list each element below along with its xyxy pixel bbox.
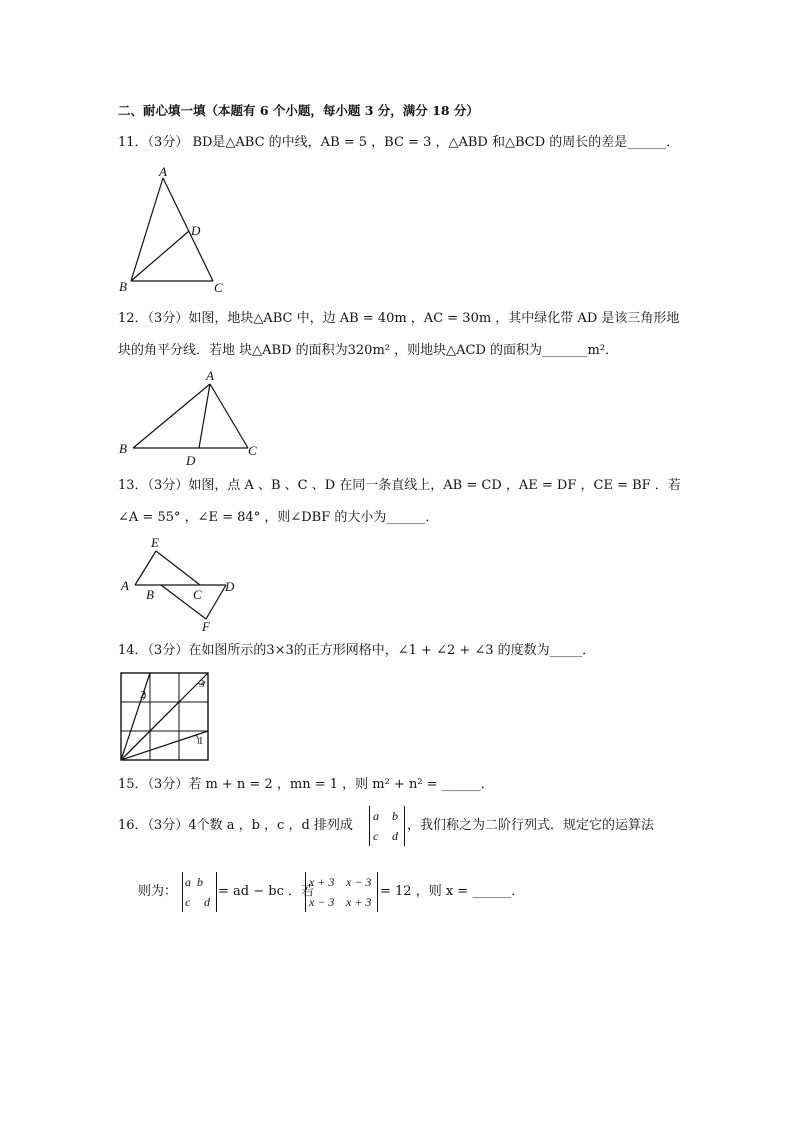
label-a: A	[121, 578, 129, 593]
question-14-text: 14．（3分）在如图所示的3×3的正方形网格中，∠1 + ∠2 + ∠3 的度数为_____．	[118, 643, 596, 658]
label-d: D	[191, 223, 201, 238]
ray-angle-2	[121, 673, 150, 760]
det-b: b	[197, 875, 203, 889]
question-13-line-1: 13．（3分）如图，点 A 、B 、C 、D 在同一条直线上，AB = CD ，AE = DF ，CE = BF ．若	[118, 478, 681, 493]
label-angle-3: 3	[199, 678, 205, 690]
det-c: c	[185, 895, 191, 909]
question-15-text: 15．（3分）若 m + n = 2 ，mn = 1 ，则 m² + n² = ______．	[118, 777, 494, 792]
det-a: a	[373, 809, 379, 823]
label-d: D	[225, 579, 235, 594]
label-c: C	[214, 280, 223, 295]
label-e: E	[151, 535, 159, 550]
side-ab	[131, 178, 163, 281]
det-x-b: x − 3	[346, 875, 372, 889]
det-b: b	[392, 809, 398, 823]
question-16-line-2-end: = 12 ，则 x = ______．	[380, 884, 525, 899]
segment-ae	[135, 551, 156, 585]
label-angle-2: 2	[140, 689, 146, 701]
label-angle-1: 1	[198, 735, 204, 747]
label-a: A	[206, 368, 214, 383]
segment-ec	[156, 551, 200, 585]
question-16-line-2-mid: = ad − bc ．若	[218, 884, 314, 899]
question-13-line-2: ∠A = 55° ，∠E = 84° ，则∠DBF 的大小为______．	[118, 510, 439, 525]
det-x-c: x − 3	[309, 895, 335, 909]
question-12-line-1: 12．（3分）如图，地块△ABC 中，边 AB = 40m ，AC = 30m ，其中绿化带 AD 是该三角形地	[118, 311, 680, 326]
label-b: B	[119, 279, 127, 294]
label-b: B	[119, 441, 127, 456]
label-c: C	[193, 587, 202, 602]
question-11-text: 11．（3分） BD是△ABC 的中线，AB = 5 ，BC = 3 ，△ABD 和△BCD 的周长的差是______．	[118, 135, 680, 150]
question-16-line-1-end: ，我们称之为二阶行列式．规定它的运算法	[407, 818, 655, 833]
determinant-abcd	[369, 806, 405, 846]
det-x-d: x + 3	[346, 895, 372, 909]
median-bd	[131, 231, 189, 281]
label-b: B	[146, 587, 154, 602]
question-13-figure	[116, 535, 246, 635]
det-x-a: x + 3	[309, 875, 335, 889]
label-d: D	[186, 453, 196, 468]
side-ac	[210, 384, 248, 448]
det-c: c	[373, 829, 379, 843]
section-header: 二、耐心填一填（本题有 6 个小题，每小题 3 分，满分 18 分）	[118, 103, 479, 118]
label-f: F	[202, 619, 210, 634]
bisector-ad	[199, 384, 210, 448]
question-12-line-2: 块的角平分线．若地 块△ABD 的面积为320m² ，则地块△ACD 的面积为_______m²．	[118, 343, 619, 358]
det-d: d	[204, 895, 210, 909]
question-16-line-2-start: 则为：	[138, 884, 178, 899]
ray-angle-1	[121, 731, 208, 760]
label-c: C	[248, 443, 257, 458]
det-d: d	[392, 829, 398, 843]
det-a: a	[185, 875, 191, 889]
determinant-definition	[182, 872, 217, 912]
determinant-x	[305, 872, 378, 912]
question-14-grid-figure	[118, 670, 214, 762]
side-ab	[133, 384, 210, 448]
question-12-triangle-figure	[116, 368, 266, 468]
side-ac	[163, 178, 213, 281]
segment-df	[206, 585, 226, 619]
label-a: A	[159, 164, 167, 179]
question-16-line-1-start: 16．（3分）4个数 a ，b ，c ，d 排列成	[118, 818, 353, 833]
question-11-triangle-figure	[116, 164, 236, 296]
